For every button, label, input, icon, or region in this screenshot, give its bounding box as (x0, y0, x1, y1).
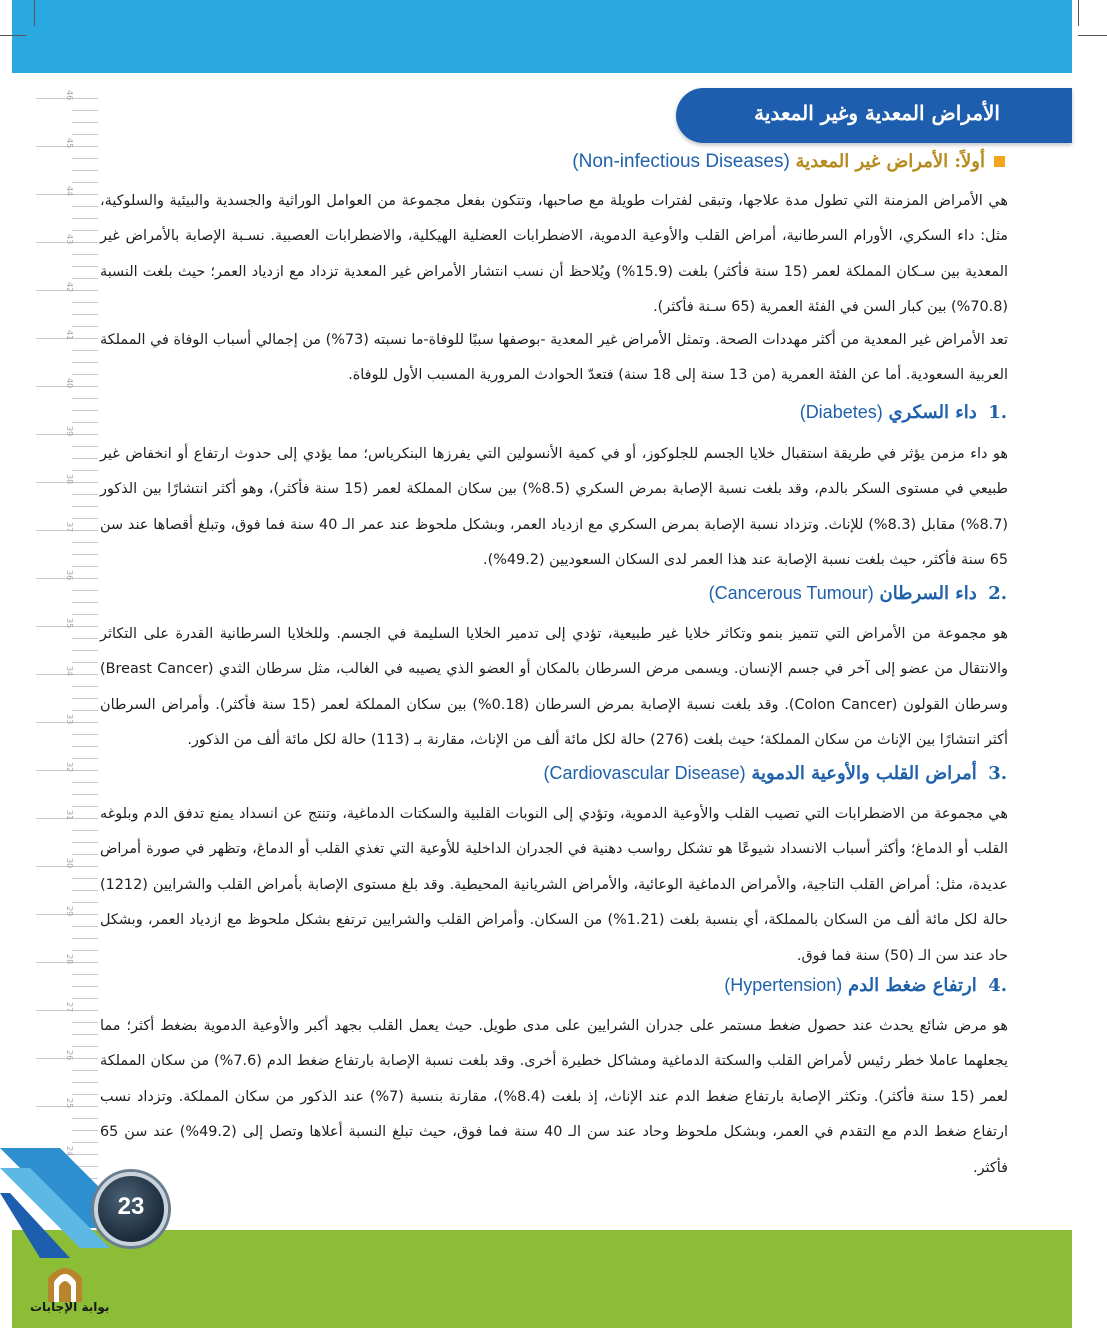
ruler-tick (72, 506, 98, 507)
crop-mark (1078, 35, 1107, 36)
topic-title-ar: أمراض القلب والأوعية الدموية (751, 763, 977, 784)
ruler-tick (72, 1034, 98, 1035)
footer-stripe (12, 1214, 1072, 1230)
topic-paragraph-diabetes: هو داء مزمن يؤثر في طريقة استقبال خلايا الجسم للجلوكوز، أو في كمية الأنسولين التي يفرزها البنكرياس؛ مما يؤدي إلى حدوث ارتفاع أو انخفاض غير طبيعي في مستوى السكر بالدم، وقد بلغت نسبة الإصابة بمرض السكري (8.5%) بين سكان المملكة لعمر (15 سنة فأكثر)، وهو أكثر انتشارًا بين الذكور (8.7%) مقابل (8.3%) للإناث. وتزداد نسبة الإصابة بمرض السكري مع ازدياد العمر، وبشكل ملحوظ عند عمر الـ 40 سنة فما فوق، وتبلغ أقصاها عند سن 65 سنة فأكثر، حيث بلغت نسبة الإصابة عند هذا العمر لدى السكان السعوديين (49.2%). (100, 446, 1008, 569)
ruler-label: 42 (65, 282, 74, 293)
ruler-tick (72, 350, 98, 351)
section-heading (572, 151, 1005, 173)
ruler-tick (72, 1130, 98, 1131)
ruler-tick (72, 1046, 98, 1047)
ruler-label: 38 (65, 474, 74, 485)
ruler-tick (72, 422, 98, 423)
ruler-tick (72, 542, 98, 543)
ruler-tick (72, 650, 98, 651)
ruler-tick (72, 1142, 98, 1143)
ruler-label: 44 (65, 186, 74, 197)
topic-paragraph-cardiovascular: هي مجموعة من الاضطرابات التي تصيب القلب والأوعية الدموية، وتؤدي إلى النوبات القلبية والسكتات الدماغية، وتنتج عن انسداد يمنع تدفق الدم وبلوغه القلب أو الدماغ؛ وأكثر أسباب الانسداد شيوعًا هو تشكل رواسب دهنية في الجدران الداخلية للأوعية التي تغذي القلب أو الدماغ، وتظهر في صورة أمراض عديدة، مثل: أمراض القلب التاجية، والأمراض الدماغية الوعائية، والأمراض الشريانية المحيطية. وقد بلغ مستوى الإصابة بأمراض القلب والشرايين (1212) حالة لكل مائة ألف من السكان بالمملكة، أي بنسبة بلغت (1.21%) من السكان. وأمراض القلب والشرايين ترتفع بشكل ملحوظ مع ازدياد العمر، وبشكل حاد عند سن الـ (50) سنة فما فوق. (100, 806, 1008, 964)
watermark-label: بوابة الإجابات (30, 1300, 110, 1314)
ruler-tick (72, 458, 98, 459)
ruler-tick (72, 206, 98, 207)
ruler-tick (72, 314, 98, 315)
ruler-tick (72, 806, 98, 807)
page-number: 23 (117, 1193, 145, 1220)
ruler-label: 37 (65, 522, 74, 533)
top-banner (12, 0, 1072, 73)
chapter-title-banner (676, 88, 1072, 143)
ruler-label: 39 (65, 426, 74, 437)
ruler-tick (72, 398, 98, 399)
topic-title-ar: داء السكري (888, 402, 977, 423)
ruler-tick (72, 902, 98, 903)
ruler-tick (72, 218, 98, 219)
ruler-tick (72, 1118, 98, 1119)
ruler-tick (72, 326, 98, 327)
topic-number: .2 (988, 583, 1007, 604)
crop-mark (0, 35, 26, 36)
ruler-tick (72, 746, 98, 747)
ruler-label: 26 (65, 1050, 74, 1061)
ruler-tick (72, 602, 98, 603)
ruler-tick (72, 950, 98, 951)
ruler-label: 40 (65, 378, 74, 389)
topic-paragraph-cancer: هو مجموعة من الأمراض التي تتميز بنمو وتكاثر خلايا غير طبيعية، تؤدي إلى تدمير الخلايا السليمة في الجسم. وللخلايا السرطانية القدرة على التكاثر والانتقال من عضو إلى آخر في جسم الإنسان. ويسمى مرض السرطان بالمكان أو العضو الذي يصيبه في الغالب، مثل سرطان الثدي (Breast Cancer) وسرطان القولون (Colon Cancer). وقد بلغت نسبة الإصابة بمرض السرطان (0.18%) بين سكان المملكة لعمر (15 سنة فأكثر). وأمراض السرطان أكثر انتشارًا بين الإناث من سكان المملكة؛ حيث بلغت (276) حالة لكل مائة ألف من الإناث، مقارنة بـ (113) حالة لكل مائة ألف من الذكور. (100, 626, 1008, 749)
ruler-tick (72, 890, 98, 891)
ruler-tick (72, 374, 98, 375)
ruler-label: 41 (65, 330, 74, 341)
ruler-tick (72, 410, 98, 411)
topic-number: .3 (988, 763, 1007, 784)
topic-heading-diabetes (800, 402, 1007, 423)
ruler-tick (72, 686, 98, 687)
topic-title-en: (Cardiovascular Disease) (543, 763, 746, 783)
section-title-en: (Non-infectious Diseases) (572, 151, 790, 172)
ruler-label: 24 (65, 1146, 74, 1157)
ruler-tick (72, 734, 98, 735)
intro-paragraph-1: هي الأمراض المزمنة التي تطول مدة علاجها، وتبقى لفترات طويلة مع صاحبها، وتتكون بفعل مجموعة من العوامل الوراثية والجسدية والبيئية والسلوكية، مثل: داء السكري، الأورام السرطانية، أمراض القلب والأوعية الدموية، الاضطرابات العضلية الهيكلية، والاضطرابات العصبية. نسـبة الإصابة بالأمراض غير المعدية بين سـكان المملكة لعمر (15 سنة فأكثر) بلغت (15.9%) ويُلاحظ أن نسب انتشار الأمراض غير المعدية تزداد مع ازدياد العمر؛ حيث بلغت النسبة (70.8%) بين كبار السن في الفئة العمرية (65 سـنة فأكثر). (100, 193, 1009, 316)
ruler-tick (72, 182, 98, 183)
ruler-tick (72, 266, 98, 267)
page-ruler (36, 78, 98, 1157)
topic-heading-hypertension (724, 975, 1007, 996)
ruler-label: 43 (65, 234, 74, 245)
ruler-tick (72, 170, 98, 171)
topic-title-ar: ارتفاع ضغط الدم (848, 975, 977, 996)
topic-paragraph-hypertension: هو مرض شائع يحدث عند حصول ضغط مستمر على جدران الشرايين على مدى طويل. حيث يعمل القلب بجهد أكبر والأوعية الدموية بضغط أكثر؛ مما يجعلهما عاملا خطر رئيس لأمراض القلب والسكتة الدماغية ومشاكل خطيرة أخرى. وقد بلغت نسبة الإصابة بارتفاع ضغط الدم (7.6%) من سكان المملكة لعمر (15 سنة فأكثر). وتكثر الإصابة بارتفاع ضغط الدم عند الإناث، إذ بلغت (8.4%)، مقارنة بنسبة (7%) عند الذكور من سكان المملكة. وتزداد نسب ارتفاع ضغط الدم مع التقدم في العمر، وبشكل ملحوظ وحاد عند سن الـ 40 سنة فما فوق، حيث تبلغ النسبة أعلاها وتصل إلى (49.2%) عند سن 65 فأكثر. (100, 1018, 1009, 1176)
ruler-tick (72, 662, 98, 663)
mosque-logo-icon (40, 1256, 90, 1304)
ruler-tick (72, 566, 98, 567)
page-number-badge (94, 1172, 168, 1246)
ruler-tick (72, 134, 98, 135)
ruler-tick (72, 494, 98, 495)
ruler-tick (72, 986, 98, 987)
ruler-label: 28 (65, 954, 74, 965)
bullet-square-icon (994, 156, 1005, 167)
ruler-tick (72, 1082, 98, 1083)
ruler-tick (72, 362, 98, 363)
footer-band (12, 1228, 1072, 1328)
topic-number: .1 (988, 402, 1007, 423)
ruler-tick (72, 614, 98, 615)
ruler-tick (72, 446, 98, 447)
ruler-label: 34 (65, 666, 74, 677)
ruler-tick (72, 122, 98, 123)
topic-title-en: (Cancerous Tumour) (708, 583, 874, 603)
ruler-tick (72, 158, 98, 159)
ruler-tick (72, 854, 98, 855)
topic-title-ar: داء السرطان (879, 583, 977, 604)
ruler-tick (72, 1094, 98, 1095)
ruler-tick (72, 998, 98, 999)
ruler-label: 27 (65, 1002, 74, 1013)
ruler-tick (72, 1070, 98, 1071)
ruler-tick (72, 254, 98, 255)
ruler-tick (72, 710, 98, 711)
crop-mark (34, 0, 35, 26)
topic-heading-cancer (709, 583, 1007, 604)
crop-mark (1078, 0, 1079, 26)
ruler-tick (72, 230, 98, 231)
topic-number: .4 (988, 975, 1007, 996)
section-title-ar: أولاً: الأمراض غير المعدية (795, 151, 985, 172)
ruler-tick (72, 830, 98, 831)
ruler-tick (72, 842, 98, 843)
ruler-label: 29 (65, 906, 74, 917)
topic-heading-cardiovascular (544, 763, 1007, 784)
ruler-tick (72, 590, 98, 591)
ruler-tick (72, 794, 98, 795)
ruler-tick (72, 974, 98, 975)
ruler-tick (72, 1022, 98, 1023)
ruler-label: 33 (65, 714, 74, 725)
ruler-tick (72, 758, 98, 759)
ruler-tick (72, 554, 98, 555)
ruler-tick (72, 638, 98, 639)
ruler-tick (72, 938, 98, 939)
chapter-title: الأمراض المعدية وغير المعدية (754, 101, 1000, 125)
ruler-tick (72, 878, 98, 879)
ruler-tick (72, 278, 98, 279)
topic-title-en: (Hypertension) (724, 975, 843, 995)
ruler-tick (72, 470, 98, 471)
ruler-label: 30 (65, 858, 74, 869)
ruler-label: 45 (65, 138, 74, 149)
ruler-tick (72, 518, 98, 519)
ruler-label: 25 (65, 1098, 74, 1109)
ruler-label: 32 (65, 762, 74, 773)
ruler-label: 46 (65, 90, 74, 101)
ruler-tick (72, 698, 98, 699)
intro-paragraph-2: تعد الأمراض غير المعدية من أكثر مهددات الصحة. وتمثل الأمراض غير المعدية -بوصفها سببًا للوفاة-ما نسبته (73%) من إجمالي أسباب الوفاة في المملكة العربية السعودية. أما عن الفئة العمرية (من 13 سنة إلى 18 سنة) فتعدّ الحوادث المرورية المسبب الأول للوفاة. (100, 332, 1008, 384)
ruler-tick (72, 926, 98, 927)
ruler-label: 31 (65, 810, 74, 821)
topic-title-en: (Diabetes) (799, 402, 883, 422)
ruler-tick (72, 110, 98, 111)
ruler-tick (72, 782, 98, 783)
ruler-label: 35 (65, 618, 74, 629)
ruler-tick (72, 302, 98, 303)
ruler-label: 36 (65, 570, 74, 581)
